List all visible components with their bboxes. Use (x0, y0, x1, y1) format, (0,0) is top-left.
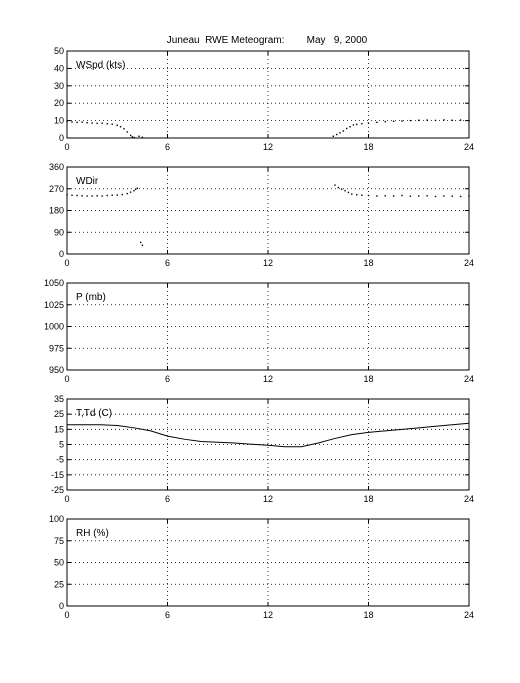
data-point (96, 123, 97, 124)
data-point (133, 190, 134, 191)
data-point (344, 190, 345, 191)
data-point (351, 193, 352, 194)
data-point (452, 120, 453, 121)
data-point (334, 184, 335, 185)
y-tick-label: 10 (53, 115, 64, 126)
y-tick-label: -15 (50, 469, 64, 480)
data-point (107, 195, 108, 196)
y-tick-label: 0 (58, 601, 64, 611)
data-point (435, 120, 436, 121)
data-point (361, 195, 362, 196)
panel-title: WDir (76, 176, 99, 187)
data-point (76, 122, 77, 123)
y-tick-label: -5 (55, 454, 64, 465)
data-point (348, 192, 349, 193)
data-point (343, 130, 344, 131)
y-tick-label: 360 (48, 162, 64, 172)
data-point (120, 126, 121, 127)
data-point (435, 196, 436, 197)
data-point (132, 136, 133, 137)
y-tick-label: 975 (48, 343, 64, 354)
data-point (81, 195, 82, 196)
panel-0 (54, 46, 474, 152)
data-point (140, 242, 141, 243)
data-point (142, 137, 143, 138)
data-point (66, 121, 67, 122)
x-tick-label: 24 (463, 494, 475, 504)
y-tick-label: 50 (53, 557, 64, 568)
data-point (71, 121, 72, 122)
y-tick-label: 180 (48, 205, 64, 216)
x-tick-label: 0 (64, 258, 70, 268)
y-tick-label: 5 (58, 439, 64, 450)
data-point (130, 135, 131, 136)
x-tick-label: 12 (262, 610, 274, 620)
panel-1 (49, 162, 474, 268)
y-tick-label: 25 (53, 409, 64, 420)
data-point (96, 195, 97, 196)
data-point (130, 191, 131, 192)
x-tick-label: 6 (164, 374, 171, 384)
data-point (117, 125, 118, 126)
data-point (393, 195, 394, 196)
data-point (336, 134, 337, 135)
data-point (368, 195, 369, 196)
data-point (460, 196, 461, 197)
x-tick-label: 18 (363, 494, 374, 504)
data-point (71, 195, 72, 196)
data-point (452, 196, 453, 197)
x-tick-label: 6 (164, 142, 171, 152)
x-tick-label: 0 (64, 494, 70, 504)
y-tick-label: 30 (53, 80, 64, 91)
data-point (361, 123, 362, 124)
data-point (385, 195, 386, 196)
data-point (127, 131, 128, 132)
data-point (356, 124, 357, 125)
x-tick-label: 12 (262, 142, 274, 152)
figure-title: Juneau RWE Meteogram: May 9, 2000 (166, 35, 368, 46)
x-tick-label: 24 (463, 142, 475, 152)
x-tick-label: 18 (363, 142, 374, 152)
data-point (460, 119, 461, 120)
data-point (333, 136, 334, 137)
data-point (101, 123, 102, 124)
y-tick-label: 270 (48, 183, 64, 194)
data-point (410, 120, 411, 121)
data-point (135, 189, 136, 190)
y-tick-label: 100 (48, 514, 64, 524)
data-point (107, 123, 108, 124)
x-tick-label: 12 (262, 374, 274, 384)
data-point (468, 195, 469, 196)
x-tick-label: 18 (363, 610, 374, 620)
x-tick-label: 6 (164, 494, 171, 504)
y-tick-label: 35 (53, 394, 64, 404)
data-point (122, 194, 123, 195)
y-tick-label: 40 (53, 63, 64, 74)
panel-3 (51, 394, 474, 504)
data-point (385, 121, 386, 122)
data-point (112, 195, 113, 196)
panel-2 (44, 278, 474, 384)
data-point (346, 128, 347, 129)
data-point (356, 194, 357, 195)
x-tick-label: 0 (64, 142, 70, 152)
x-tick-label: 18 (363, 258, 374, 268)
data-point (339, 132, 340, 133)
data-point (133, 137, 134, 138)
data-point (468, 120, 469, 121)
y-tick-label: 0 (58, 249, 64, 259)
y-tick-label: 25 (53, 579, 64, 590)
y-tick-label: 0 (58, 133, 64, 143)
panel-title: P (mb) (76, 292, 106, 303)
x-tick-label: 6 (164, 610, 171, 620)
data-point (353, 124, 354, 125)
x-tick-label: 24 (463, 374, 475, 384)
panel-title: T,Td (C) (76, 408, 113, 419)
data-point (91, 195, 92, 196)
data-point (393, 121, 394, 122)
data-point (426, 119, 427, 120)
data-point (91, 122, 92, 123)
x-tick-label: 18 (363, 374, 374, 384)
panel-4 (49, 514, 474, 620)
data-point (443, 195, 444, 196)
data-point (418, 120, 419, 121)
data-point (123, 128, 124, 129)
data-point (376, 195, 377, 196)
data-point (426, 195, 427, 196)
y-tick-label: 1050 (43, 278, 64, 288)
data-point (338, 187, 339, 188)
y-tick-label: 950 (48, 365, 64, 375)
data-point (401, 120, 402, 121)
data-point (66, 194, 67, 195)
data-point (401, 195, 402, 196)
x-tick-label: 0 (64, 610, 70, 620)
data-point (142, 245, 143, 246)
axes-frame (67, 51, 469, 138)
data-point (101, 195, 102, 196)
data-point (117, 194, 118, 195)
data-point (137, 188, 138, 189)
data-point (443, 119, 444, 120)
panel-title: RH (%) (76, 528, 109, 539)
x-tick-label: 24 (463, 610, 475, 620)
x-tick-label: 24 (463, 258, 475, 268)
data-point (112, 124, 113, 125)
y-tick-label: 90 (53, 227, 64, 238)
data-point (418, 195, 419, 196)
panel-title: WSpd (kts) (76, 60, 126, 71)
data-point (81, 121, 82, 122)
data-point (341, 189, 342, 190)
y-tick-label: 1025 (43, 299, 64, 310)
y-tick-label: 1000 (43, 321, 64, 332)
y-tick-label: 75 (53, 535, 64, 546)
data-point (410, 196, 411, 197)
data-point (368, 122, 369, 123)
data-point (138, 136, 139, 137)
data-point (76, 195, 77, 196)
data-point (86, 122, 87, 123)
x-tick-label: 0 (64, 374, 70, 384)
y-tick-label: 20 (53, 98, 64, 109)
x-tick-label: 12 (262, 258, 274, 268)
y-tick-label: 50 (53, 46, 64, 56)
x-tick-label: 12 (262, 494, 274, 504)
x-tick-label: 6 (164, 258, 171, 268)
data-point (376, 122, 377, 123)
y-tick-label: 15 (53, 424, 64, 435)
y-tick-label: -25 (50, 485, 64, 495)
data-point (349, 126, 350, 127)
data-point (127, 193, 128, 194)
data-point (86, 195, 87, 196)
